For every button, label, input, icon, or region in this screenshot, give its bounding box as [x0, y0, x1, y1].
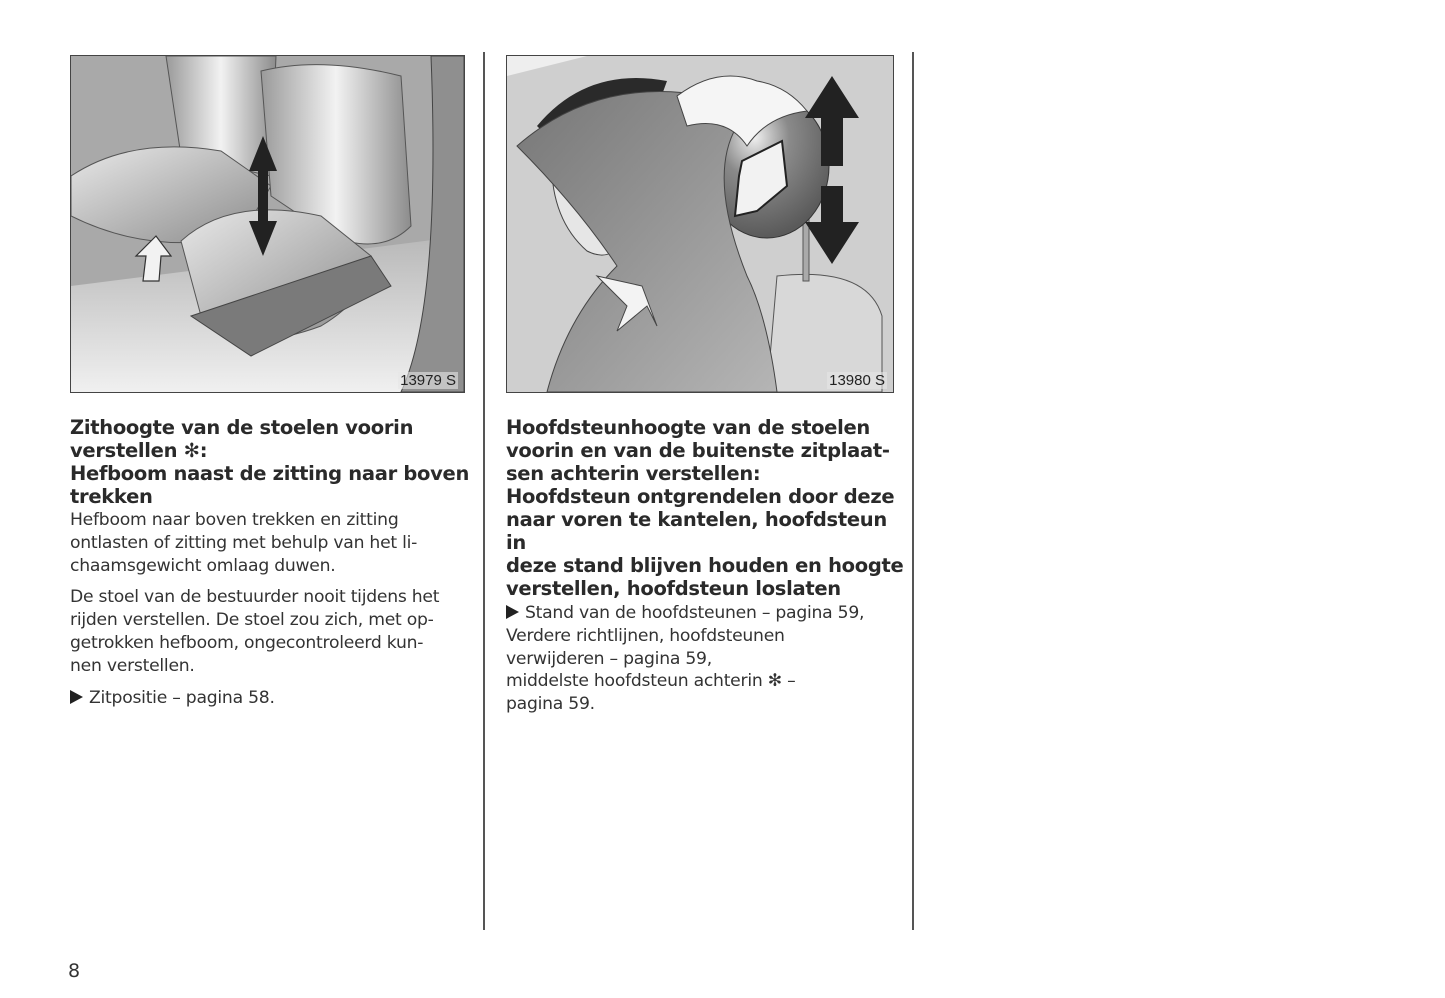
- seat-illustration: [71, 56, 464, 392]
- heading-line: naar voren te kantelen, hoofdsteun in: [506, 508, 887, 554]
- headrest-illustration: [507, 56, 893, 392]
- body-line: ontlasten of zitting met behulp van het li-: [70, 532, 418, 553]
- column-divider-1: [483, 52, 485, 930]
- heading-line: Hoofdsteunhoogte van de stoelen: [506, 416, 870, 439]
- body-line: getrokken hefboom, ongecontroleerd kun-: [70, 632, 424, 653]
- heading-line: verstellen, hoofdsteun loslaten: [506, 577, 841, 600]
- body-line: chaamsgewicht omlaag duwen.: [70, 555, 336, 576]
- page-number: 8: [68, 960, 81, 982]
- reference-link-headrest-removal[interactable]: verwijderen – pagina 59,: [506, 648, 712, 669]
- body-line: nen verstellen.: [70, 655, 195, 676]
- paragraph-warning: [70, 586, 475, 677]
- left-text-column: [70, 416, 475, 709]
- body-line: Hefboom naar boven trekken en zitting: [70, 510, 399, 530]
- heading-line: Hefboom naast de zitting naar boven: [70, 462, 470, 485]
- reference-link-middle-headrest[interactable]: pagina 59.: [506, 694, 595, 715]
- section-heading-headrest-height: [506, 416, 906, 600]
- figure-code: 13979 S: [400, 372, 456, 389]
- heading-line: sen achterin verstellen:: [506, 462, 761, 485]
- heading-line: Hoofdsteun ontgrendelen door deze: [506, 485, 895, 508]
- heading-line: trekken: [70, 485, 153, 508]
- reference-text: Zitpositie – pagina 58.: [89, 687, 275, 708]
- right-text-column: [506, 416, 906, 716]
- heading-line: deze stand blijven houden en hoogte: [506, 554, 904, 577]
- reference-link-headrest-removal[interactable]: Verdere richtlijnen, hoofdsteunen: [506, 625, 785, 646]
- figure-code: 13980 S: [829, 372, 885, 389]
- reference-link-headrest-position[interactable]: [506, 602, 906, 625]
- figure-seat-height: [70, 55, 465, 393]
- heading-line: verstellen ✻:: [70, 439, 208, 462]
- reference-text: Stand van de hoofdsteunen – pagina 59,: [525, 603, 865, 623]
- section-heading-seat-height: [70, 416, 475, 508]
- body-line: De stoel van de bestuurder nooit tijdens het: [70, 587, 440, 608]
- reference-link-seating-position[interactable]: [70, 687, 475, 710]
- figure-headrest-height: [506, 55, 894, 393]
- column-divider-2: [912, 52, 914, 930]
- reference-list: [506, 602, 906, 716]
- reference-link-middle-headrest[interactable]: middelste hoofdsteun achterin ✻ –: [506, 671, 796, 692]
- right-triangle-icon: [506, 605, 519, 619]
- right-triangle-icon: [70, 690, 83, 704]
- paragraph-instructions: [70, 509, 475, 577]
- heading-line: Zithoogte van de stoelen voorin: [70, 416, 414, 439]
- heading-line: voorin en van de buitenste zitplaat-: [506, 439, 890, 462]
- body-line: rijden verstellen. De stoel zou zich, met op-: [70, 610, 434, 631]
